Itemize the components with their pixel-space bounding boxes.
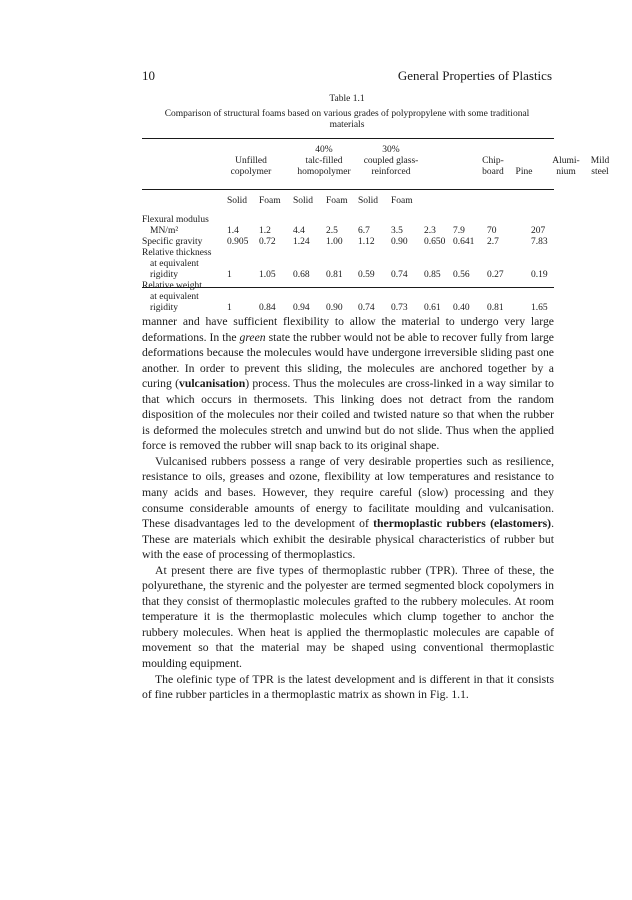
italic-term: green [239, 330, 266, 344]
bold-term: vulcanisation [178, 377, 246, 391]
column-header: steel [591, 167, 609, 177]
table-cell: 207 [531, 226, 546, 236]
row-label: MN/m² [150, 226, 179, 236]
text-run: ) process. Thus the molecules are cross-linked in a way similar to that which occurs in thermosets. This linking does not detract from the random disposition of the molecules nor their coiled and twisted nature so that when the rubber is deformed the molecules stretch and unwind but do not slide. Thus when the applied force is removed the rubber will snap back to its original shape. [142, 377, 554, 453]
column-header: copolymer [230, 167, 272, 177]
table-header-rule [142, 189, 554, 190]
bold-term: thermoplastic rubbers (elastomers) [373, 517, 552, 531]
table-cell: 0.81 [326, 270, 343, 280]
table-cell: 0.61 [424, 303, 441, 313]
column-header: coupled glass- [363, 156, 419, 166]
table-cell: 0.650 [424, 237, 446, 247]
column-header: talc-filled [305, 156, 343, 166]
row-label: Specific gravity [142, 237, 203, 247]
row-label: at equivalent [150, 259, 199, 269]
body-text [142, 314, 554, 703]
table-cell: 0.19 [531, 270, 548, 280]
page-header [142, 68, 552, 86]
row-label: rigidity [150, 303, 178, 313]
text-run: At present there are five types of thermoplastic rubber (TPR). Three of these, the polyurethane, the styrenic and the polyester are termed segmented block copolymers in that they consist of thermoplastic molecules grafted to the rubbery molecules. At room temperature it is the thermoplastic molecules which clump together to anchor the rubbery molecules. When heat is applied the thermoplastic molecules are capable of movement so that the material may be shaped using conventional thermoplastic moulding equipment. [142, 563, 554, 671]
table-top-rule [142, 138, 554, 139]
table-cell: 1.00 [326, 237, 343, 247]
table-cell: 0.27 [487, 270, 504, 280]
table-cell: 1.05 [259, 270, 276, 280]
table-caption-line: materials [329, 120, 365, 130]
table-cell: 0.72 [259, 237, 276, 247]
row-label: rigidity [150, 270, 178, 280]
table-cell: 70 [487, 226, 497, 236]
column-header: nium [556, 167, 576, 177]
column-subheader: Foam [259, 196, 281, 206]
column-subheader: Solid [227, 196, 248, 206]
column-subheader: Solid [358, 196, 379, 206]
table-cell: 0.90 [326, 303, 343, 313]
paragraph [142, 314, 554, 454]
table-cell: 7.83 [531, 237, 548, 247]
table-cell: 2.3 [424, 226, 436, 236]
table-cell: 0.74 [358, 303, 375, 313]
table-cell: 7.9 [453, 226, 465, 236]
column-header: Mild [590, 156, 610, 166]
table-cell: 0.74 [391, 270, 408, 280]
running-title: General Properties of Plastics [397, 68, 552, 83]
table-cell: 1.65 [531, 303, 548, 313]
table-cell: 6.7 [358, 226, 370, 236]
table-cell: 1.12 [358, 237, 375, 247]
text-run: state the rubber would not be able to recover fully from large deformations because the molecules would have undergone irreversible sliding past one another. In order to prevent this sliding, the molecules are anchored together by a curing ( [142, 330, 554, 391]
text-run: Vulcanised rubbers possess a range of very desirable properties such as resilience, resistance to oils, greases and ozone, flexibility at low temperatures and resistance to many acids and bases. However, they require careful (slow) processing and they consume considerable amounts of energy to facilitate moulding and vulcanisation. These disadvantages led to the development of [142, 454, 554, 531]
table-cell: 0.59 [358, 270, 375, 280]
column-subheader: Solid [293, 196, 314, 206]
table-cell: 1.24 [293, 237, 310, 247]
table-cell: 2.5 [326, 226, 338, 236]
row-label: Flexural modulus [142, 215, 209, 225]
text-run: . These are materials which exhibit the desirable physical characteristics of rubber but with the ease of processing of thermoplastics. [142, 517, 554, 562]
column-header: Pine [515, 167, 533, 177]
table-cell: 1 [227, 270, 232, 280]
column-subheader: Foam [326, 196, 348, 206]
column-subheader: Foam [391, 196, 413, 206]
column-header: Alumi- [552, 156, 580, 166]
table-cell: 3.5 [391, 226, 403, 236]
column-header: board [482, 167, 504, 177]
column-header: Chip- [482, 156, 504, 166]
row-label: at equivalent [150, 292, 199, 302]
column-header: reinforced [371, 167, 411, 177]
table-cell: 1.2 [259, 226, 271, 236]
table-cell: 1 [227, 303, 232, 313]
table-title: Table 1.1 [329, 94, 365, 104]
text-run: manner and have sufficient flexibility to allow the material to undergo very large deformations. In the [142, 315, 554, 344]
column-header: Unfilled [235, 156, 267, 166]
paragraph [142, 563, 554, 672]
table-bottom-rule [142, 287, 554, 288]
table-cell: 0.68 [293, 270, 310, 280]
table-cell: 0.85 [424, 270, 441, 280]
column-header: 40% [315, 145, 333, 155]
table-cell: 0.905 [227, 237, 249, 247]
table-cell: 0.73 [391, 303, 408, 313]
table-cell: 0.641 [453, 237, 475, 247]
table-cell: 2.7 [487, 237, 499, 247]
table-cell: 4.4 [293, 226, 305, 236]
table-cell: 0.84 [259, 303, 276, 313]
column-header: homopolymer [297, 167, 351, 177]
row-label: Relative weight [142, 281, 202, 291]
table-caption-line: Comparison of structural foams based on various grades of polypropylene with some traditional [164, 109, 530, 119]
paragraph [142, 454, 554, 563]
row-label: Relative thickness [142, 248, 212, 258]
table-cell: 0.56 [453, 270, 470, 280]
table-cell: 0.81 [487, 303, 504, 313]
table-cell: 0.90 [391, 237, 408, 247]
column-header: 30% [382, 145, 400, 155]
table-cell: 1.4 [227, 226, 239, 236]
table-cell: 0.94 [293, 303, 310, 313]
paragraph [142, 672, 554, 703]
table-cell: 0.40 [453, 303, 470, 313]
table-caption [142, 109, 552, 131]
text-run: The olefinic type of TPR is the latest development and is different in that it consists of fine rubber particles in a thermoplastic matrix as shown in Fig. 1.1. [142, 672, 554, 702]
page-number: 10 [142, 68, 155, 83]
